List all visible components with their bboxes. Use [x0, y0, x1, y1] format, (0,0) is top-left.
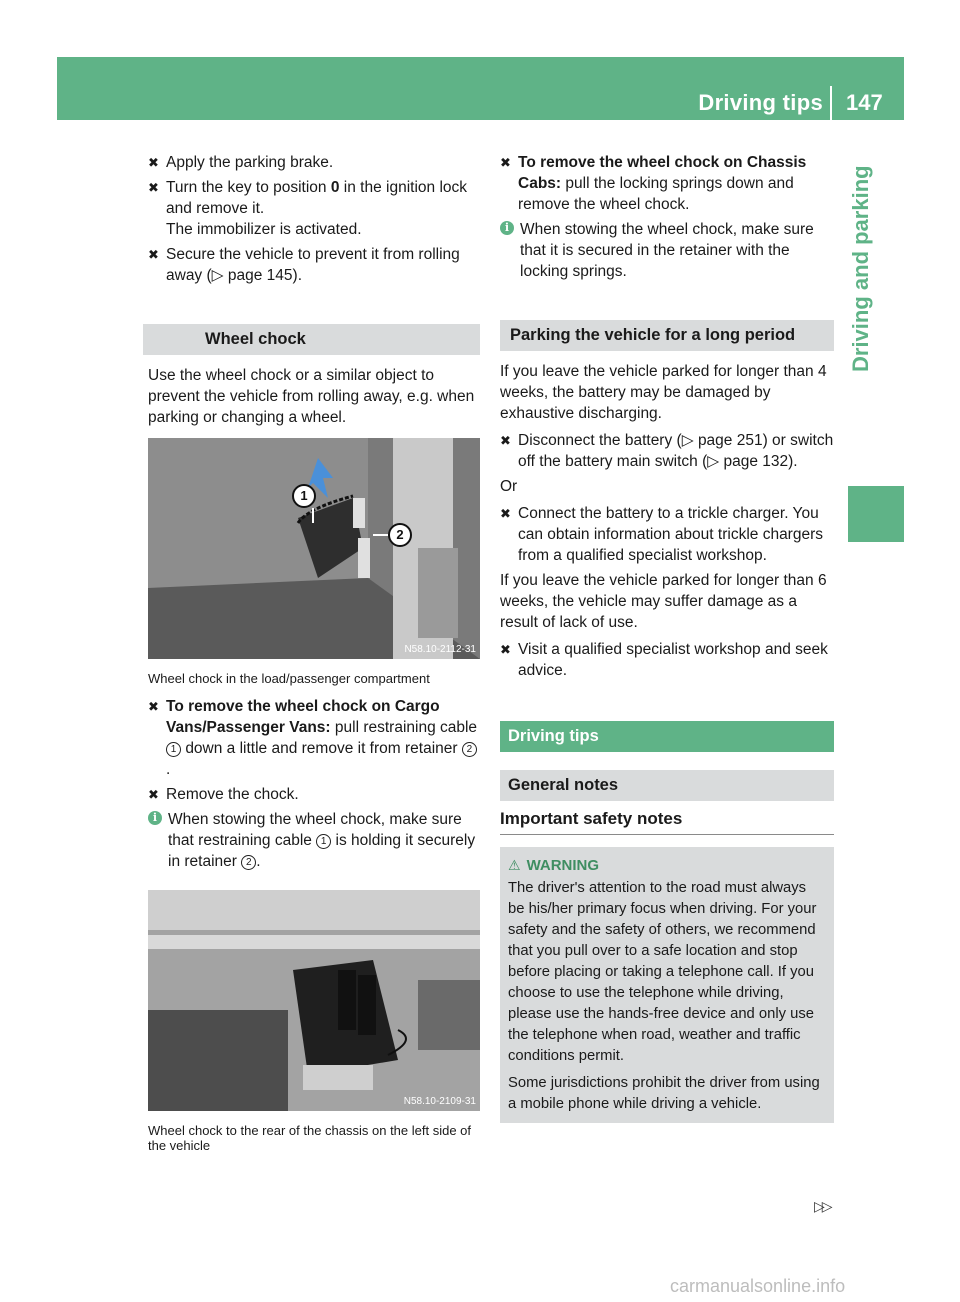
section-wheel-chock: Wheel chock — [143, 324, 480, 355]
ref-number-2: 2 — [241, 855, 256, 870]
parking-paragraph-2: If you leave the vehicle parked for longer than 6 weeks, the vehicle may suffer damage as a result of lack of use. — [500, 572, 827, 631]
photo2-code: N58.10-2109-31 — [403, 1096, 476, 1107]
continue-marker-icon: ▷▷ — [814, 1198, 830, 1214]
step-apply-brake: ✖ Apply the parking brake. — [148, 154, 334, 171]
page-ref-link[interactable]: page 251) or switch off the battery main switch ( — [518, 432, 834, 470]
page-ref-icon: ▷ — [211, 267, 224, 284]
side-tab-label: Driving and parking — [848, 165, 873, 372]
parking-paragraph-1: If you leave the vehicle parked for longer than 4 weeks, the battery may be damaged by exhaustive discharging. — [500, 363, 827, 422]
warning-paragraph-2: Some jurisdictions prohibit the driver from using a mobile phone while driving a vehicle. — [508, 1075, 820, 1112]
photo2-illustration — [148, 890, 480, 1111]
step-connect-charger: ✖ Connect the battery to a trickle charger. You can obtain information about trickle chargers from a qualified specialist workshop. — [500, 505, 823, 564]
ref-number-2: 2 — [462, 742, 477, 757]
wheel-chock-intro: Use the wheel chock or a similar object to prevent the vehicle from rolling away, e.g. when parking or changing a wheel. — [148, 367, 475, 426]
callout-2: 2 — [388, 523, 412, 547]
photo2-caption: Wheel chock to the rear of the chassis on the left side of the vehicle — [148, 1123, 472, 1153]
step-marker-icon: ✖ — [500, 155, 511, 170]
warning-header: ⚠ WARNING — [508, 857, 600, 874]
header-divider — [830, 86, 832, 120]
info-stowing-cargo: i When stowing the wheel chock, make sure that restraining cable 1 is holding it securely in retainer 2 . — [148, 809, 480, 872]
photo1-caption: Wheel chock in the load/passenger compartment — [148, 671, 430, 686]
step-marker-icon: ✖ — [148, 787, 159, 802]
side-tab-block — [848, 486, 904, 542]
ref-number-1: 1 — [316, 834, 331, 849]
section-driving-tips: Driving tips — [500, 721, 834, 752]
step-remove-cargo: ✖ To remove the wheel chock on Cargo Vans/Passenger Vans: pull restraining cable 1 down a little and remove it from retainer 2. — [148, 698, 478, 778]
callout-1: 1 — [292, 484, 316, 508]
info-stowing-chassis: i When stowing the wheel chock, make sure that it is secured in the retainer with the locking springs. — [500, 219, 834, 282]
info-icon: i — [148, 811, 162, 825]
right-column — [500, 152, 834, 1123]
ref-number-1: 1 — [166, 742, 181, 757]
step-visit-workshop: ✖ Visit a qualified specialist workshop and seek advice. — [500, 641, 828, 679]
step-disconnect-battery: ✖ Disconnect the battery (▷ page 251) or switch off the battery main switch (▷ page 132). — [500, 432, 834, 470]
step-marker-icon: ✖ — [148, 155, 159, 170]
step-marker-icon: ✖ — [500, 506, 511, 521]
left-column — [148, 152, 480, 1163]
info-icon: i — [500, 221, 514, 235]
key-position: 0 — [330, 179, 340, 196]
step-marker-icon: ✖ — [500, 433, 511, 448]
photo-wheel-chock-chassis — [148, 890, 480, 1111]
step-marker-icon: ✖ — [148, 180, 159, 195]
subsection-general-notes: General notes — [500, 770, 834, 801]
header-title: Driving tips — [698, 90, 823, 115]
page-ref-link[interactable]: page 132). — [723, 453, 798, 470]
step-marker-icon: ✖ — [148, 699, 159, 714]
warning-triangle-icon: ⚠ — [508, 857, 521, 873]
step-result: The immobilizer is activated. — [166, 221, 362, 238]
page-ref-icon: ▷ — [681, 432, 694, 449]
step-remove-chassis: ✖ To remove the wheel chock on Chassis Cabs: pull the locking springs down and remove the wheel chock. — [500, 154, 807, 213]
step-secure-vehicle: ✖ Secure the vehicle to prevent it from rolling away (▷ page 145). — [148, 246, 460, 284]
page-number: 147 — [846, 90, 883, 115]
warning-paragraph-1: The driver's attention to the road must always be his/her primary focus when driving. For your safety and the safety of others, we recommend that you pull over to a safe location and stop before placing or taking a telephone call. If you choose to use the telephone while driving, please use the hands-free device and only use the telephone when road, weather and traffic conditions permit. — [508, 880, 817, 1064]
or-label: Or — [500, 478, 518, 495]
page-ref-icon: ▷ — [707, 453, 720, 470]
step-remove-chock: ✖ Remove the chock. — [148, 786, 299, 803]
photo1-code: N58.10-2112-31 — [404, 644, 476, 655]
photo-wheel-chock-compartment — [148, 438, 480, 659]
warning-box — [500, 847, 834, 1123]
section-parking-long-period: Parking the vehicle for a long period — [500, 320, 834, 351]
page-ref-link[interactable]: page 145). — [227, 267, 303, 284]
step-marker-icon: ✖ — [148, 247, 159, 262]
watermark: carmanualsonline.info — [670, 1276, 846, 1296]
heading-important-safety: Important safety notes — [500, 809, 834, 835]
photo1-illustration — [148, 438, 480, 659]
step-marker-icon: ✖ — [500, 642, 511, 657]
step-turn-key: ✖ Turn the key to position 0 in the ignition lock and remove it. The immobilizer is activated. — [148, 179, 468, 238]
